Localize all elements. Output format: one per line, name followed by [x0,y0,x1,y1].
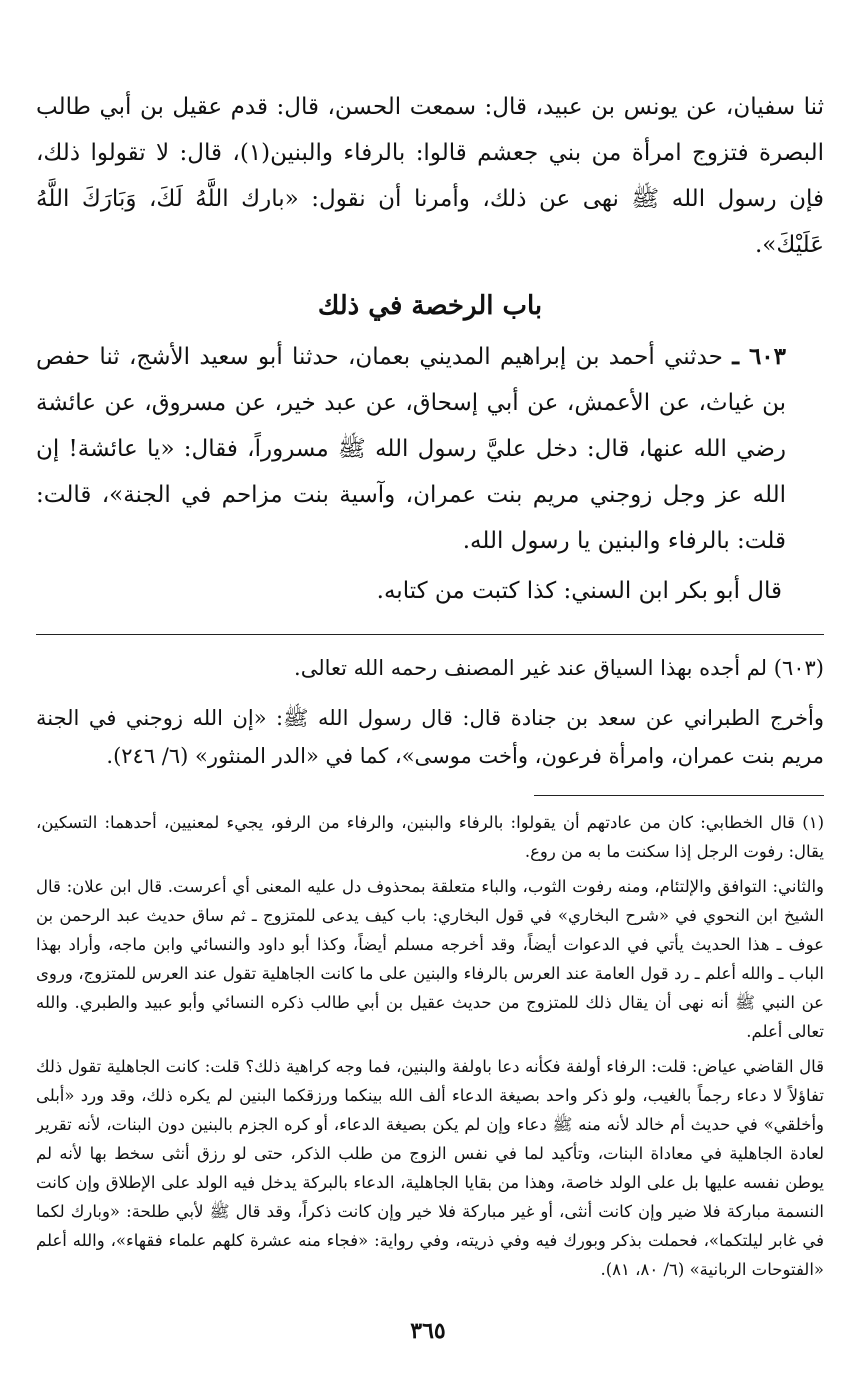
hadith-number: ٦٠٣ ـ [732,343,786,370]
page-number: ٣٦٥ [410,1318,446,1344]
main-text [36,84,824,614]
hadith-paragraph [36,334,824,564]
footnotes-section [36,808,824,1284]
hadith-text: حدثني أحمد بن إبراهيم المديني بعمان، حدثنا أبو سعيد الأشج، ثنا حفص بن غياث، عن الأعمش، عن أبي إسحاق، عن عبد خير، عن مسروق، عن عائشة رضي الله عنها، قال: دخل عليَّ رسول الله ﷺ مسروراً، فقال: «يا عائشة! إن الله عز وجل زوجني مريم بنت عمران، وآسية بنت مزاحم في الجنة»، قالت: قلت: بالرفاء والبنين يا رسول الله. [36,344,786,554]
main-divider [36,634,824,635]
takhrij-section [36,649,824,775]
intro-paragraph: ثنا سفيان، عن يونس بن عبيد، قال: سمعت الحسن، قال: قدم عقيل بن أبي طالب البصرة فتزوج امرأة من بني جعشم قالوا: بالرفاء والبنين(١)، قال: لا تقولوا ذلك، فإن رسول الله ﷺ نهى عن ذلك، وأمرنا أن نقول: «بارك اللَّهُ لَكَ، وَبَارَكَ اللَّهُ عَلَيْكَ». [36,94,824,258]
closing-note: قال أبو بكر ابن السني: كذا كتبت من كتابه. [376,578,782,604]
takhrij-line-1: (٦٠٣) لم أجده بهذا السياق عند غير المصنف رحمه الله تعالى. [294,656,824,680]
footnote-1-part-2: والثاني: التوافق والإلتئام، ومنه رفوت الثوب، والباء متعلقة بمحذوف دل عليه المعنى أي أعرست. قال ابن علان: قال الشيخ ابن النحوي في «شرح البخاري» في قول البخاري: باب كيف يدعى للمتزوج ـ ثم ساق حديث عبد الرحمن بن عوف ـ هذا الحديث يأتي في الدعوات أيضاً، وقد أخرجه مسلم أيضاً، وكذا أبو داود والنسائي وابن ماجه، وأراد بهذا الباب ـ والله أعلم ـ رد قول العامة عند العرس بالرفاء والبنين على ما كانت الجاهلية تقول عند العرس للمتزوج، وروى عن النبي ﷺ أنه نهى أن يقال ذلك للمتزوج من حديث عقيل بن أبي طالب ذكره النسائي وأبو عبيد والطبري. والله تعالى أعلم. [36,877,824,1041]
footnote-1-part-3: قال القاضي عياض: قلت: الرفاء أولفة فكأنه دعا باولفة والبنين، فما وجه كراهية ذلك؟ قلت: كانت الجاهلية تقول ذلك تفاؤلاً لا دعاء رجماً بالغيب، ولو ذكر واحد بصيغة الدعاء ألف الله بينكما ورزقكما البنين لم يكره ذلك، وقد ورد «أبلى وأخلقي» في حديث أم خالد لأنه منه ﷺ دعاء وإن لم يكن بصيغة الدعاء، أو كره الجزم بالبنين دون البنات، لأنه تقرير لعادة الجاهلية في معاداة البنات، وتأكيد لما في نفس الزوج من طلب الذكر، حتى لو رزق أنثى سخط بها لأنه لم يوطن نفسه عليها بل على الولد خاصة، وهذا من بقايا الجاهلية، الدعاء بالبركة يدخل فيه الولد على الإطلاق وإن كانت النسمة مباركة فلا ضير وإن كانت أنثى، أو غير مباركة فلا خير وإن كانت ذكراً، وقد قال ﷺ لأبي طلحة: «وبارك لكما في غابر ليلتكما»، فحملت بذكر وبورك فيه وفي ذريته، وفي رواية: «فجاء منه عشرة كلهم علماء فقهاء»، والله أعلم «الفتوحات الربانية» (٦/ ٨٠، ٨١). [36,1057,824,1279]
footnote-divider [534,795,824,796]
chapter-title: باب الرخصة في ذلك [317,291,543,321]
footnote-1-part-1: (١) قال الخطابي: كان من عادتهم أن يقولوا: بالرفاء والبنين، والرفاء من الرفو، يجيء لمعنيين، أحدهما: التسكين، يقال: رفوت الرجل إذا سكنت ما به من روع. [36,813,824,861]
takhrij-line-2: وأخرج الطبراني عن سعد بن جنادة قال: قال رسول الله ﷺ: «إن الله زوجني في الجنة مريم بنت عمران، وامرأة فرعون، وأخت موسى»، كما في «الدر المنثور» (٦/ ٢٤٦). [36,706,824,768]
